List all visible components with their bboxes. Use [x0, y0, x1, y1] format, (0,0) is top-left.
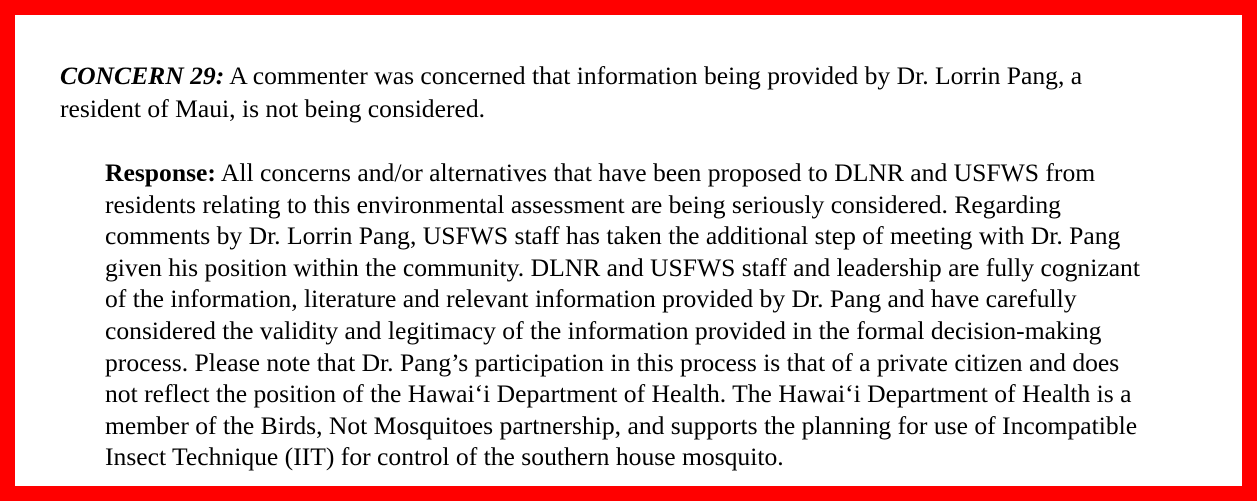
response-label: Response: — [105, 158, 216, 187]
concern-line: resident of Maui, is not being considered. — [60, 94, 486, 123]
response-line — [105, 157, 1230, 189]
response-line: not reflect the position of the Hawai‘i Department of Health. The Hawai‘i Department of Health is a — [105, 379, 1132, 409]
concern-label: CONCERN 29: — [60, 61, 225, 90]
concern-paragraph — [60, 59, 1240, 125]
response-paragraph — [105, 157, 1230, 473]
response-line: residents relating to this environmental assessment are being seriously considered. Regarding — [105, 189, 1061, 219]
response-line: process. Please note that Dr. Pang’s participation in this process is that of a private citizen and does — [105, 347, 1120, 377]
response-line: Insect Technique (IIT) for control of the southern house mosquito. — [105, 442, 784, 472]
response-line: comments by Dr. Lorrin Pang, USFWS staff has taken the additional step of meeting with Dr. Pang — [105, 221, 1121, 251]
concern-text: A commenter was concerned that information being provided by Dr. Lorrin Pang, a — [224, 61, 1083, 90]
concern-line — [60, 59, 1240, 92]
response-line: given his position within the community. DLNR and USFWS staff and leadership are fully cognizant — [105, 252, 1140, 282]
response-text: All concerns and/or alternatives that have been proposed to DLNR and USFWS from — [215, 158, 1096, 187]
response-line: member of the Birds, Not Mosquitoes partnership, and supports the planning for use of Incompatible — [105, 410, 1138, 440]
response-line: of the information, literature and relevant information provided by Dr. Pang and have carefully — [105, 284, 1077, 314]
response-line: considered the validity and legitimacy of the information provided in the formal decision-making — [105, 315, 1102, 345]
